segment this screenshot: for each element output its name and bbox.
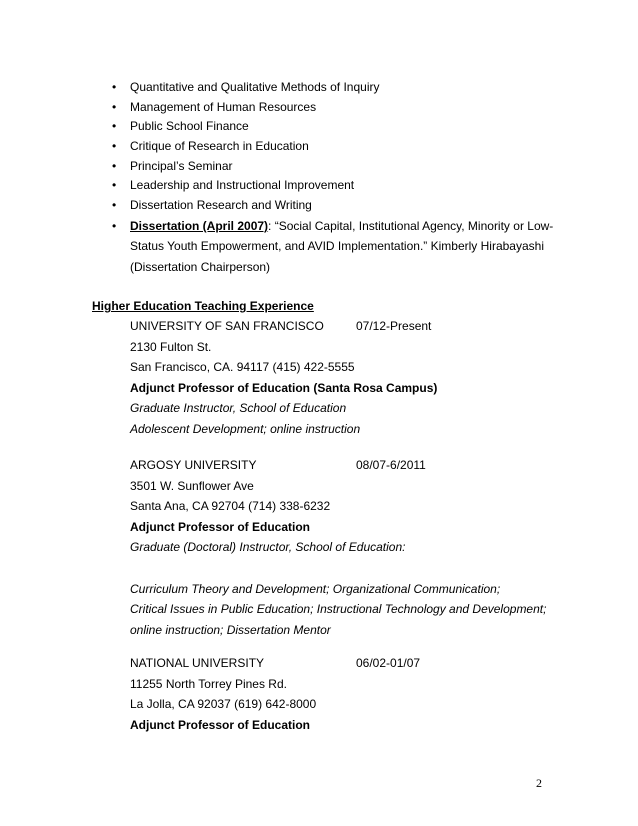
dissertation-title-part2: Status Youth Empowerment, and AVID Implementation.” Kimberly Hirabayashi	[130, 239, 544, 254]
course-detail: online instruction; Dissertation Mentor	[130, 622, 331, 637]
employment-dates: 07/12-Present	[356, 319, 432, 333]
address-line: 2130 Fulton St.	[130, 339, 212, 354]
employment-dates: 06/02-01/07	[356, 656, 421, 670]
institution-name: NATIONAL UNIVERSITY	[130, 656, 265, 670]
address-line: San Francisco, CA. 94117 (415) 422-5555	[130, 360, 355, 375]
role-description: Graduate Instructor, School of Education	[130, 401, 347, 416]
course-detail: Adolescent Development; online instruction	[130, 421, 361, 436]
national-entry	[130, 653, 550, 735]
list-item: • Dissertation Research and Writing	[112, 196, 552, 216]
list-item: • Critique of Research in Education	[112, 137, 552, 157]
course-detail: Curriculum Theory and Development; Organizational Communication;	[130, 581, 501, 596]
list-item: • Management of Human Resources	[112, 98, 552, 118]
course-detail: Critical Issues in Public Education; Instructional Technology and Development;	[130, 602, 547, 617]
bullet-icon: •	[112, 158, 117, 173]
list-item: • Quantitative and Qualitative Methods of Inquiry	[112, 78, 552, 98]
position-title: Adjunct Professor of Education (Santa Rosa Campus)	[130, 380, 438, 395]
position-title: Adjunct Professor of Education	[130, 717, 311, 732]
institution-name: ARGOSY UNIVERSITY	[130, 458, 257, 472]
bullet-icon: •	[112, 119, 117, 134]
dissertation-label: Dissertation (April 2007)	[130, 218, 269, 233]
role-description: Graduate (Doctoral) Instructor, School of Education:	[130, 540, 406, 555]
address-line: 11255 North Torrey Pines Rd.	[130, 676, 287, 691]
bullet-icon: •	[112, 99, 117, 114]
bullet-icon: •	[112, 139, 117, 154]
address-line: La Jolla, CA 92037 (619) 642-8000	[130, 697, 317, 712]
bullet-icon: •	[112, 178, 117, 193]
position-title: Adjunct Professor of Education	[130, 519, 311, 534]
list-item: • Public School Finance	[112, 117, 552, 137]
bullet-icon: •	[112, 218, 117, 233]
dissertation-item	[112, 216, 552, 278]
list-item: • Leadership and Instructional Improvement	[112, 176, 552, 196]
course-list	[112, 78, 552, 277]
page-number: 2	[536, 776, 542, 790]
employment-dates: 08/07-6/2011	[356, 458, 426, 472]
section-heading: Higher Education Teaching Experience	[92, 299, 314, 313]
address-line: Santa Ana, CA 92704 (714) 338-6232	[130, 499, 331, 514]
institution-name: UNIVERSITY OF SAN FRANCISCO	[130, 319, 324, 333]
dissertation-chair: (Dissertation Chairperson)	[130, 259, 271, 274]
usf-entry	[130, 316, 550, 440]
dissertation-title-part1: : “Social Capital, Institutional Agency, Minority or Low-	[268, 218, 554, 233]
address-line: 3501 W. Sunflower Ave	[130, 478, 254, 493]
bullet-icon: •	[112, 198, 117, 213]
list-item: • Principal’s Seminar	[112, 157, 552, 177]
bullet-icon: •	[112, 80, 117, 94]
argosy-entry	[130, 455, 550, 640]
